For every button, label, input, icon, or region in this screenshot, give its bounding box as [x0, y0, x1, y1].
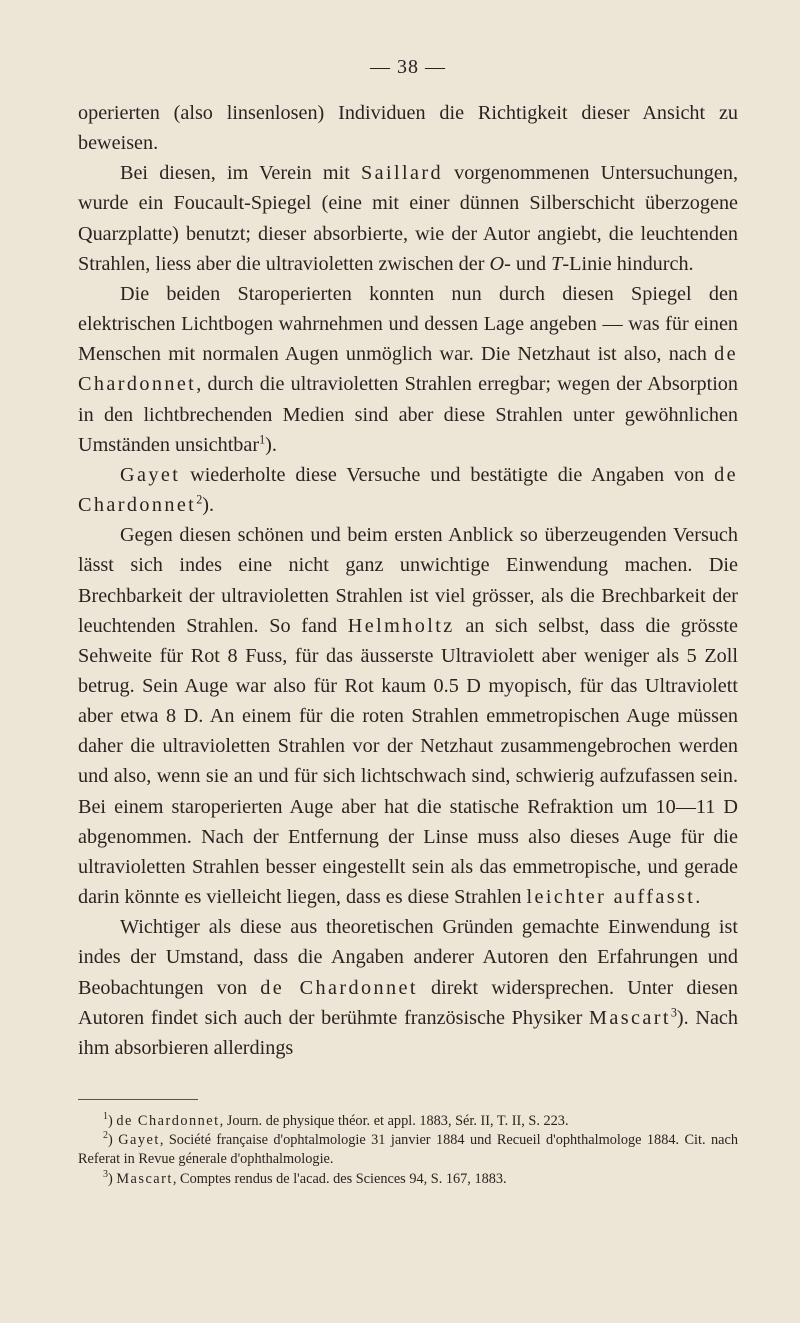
footnote-divider [78, 1099, 198, 1100]
footnote-marker: 2 [103, 1130, 108, 1142]
emphasis-text: leichter auffasst [526, 886, 696, 909]
body-text [78, 98, 738, 1063]
footnote-author: Mascart [116, 1170, 173, 1187]
author-name-chardonnet: de Chardonnet [260, 976, 418, 999]
line-letter-t: T [551, 252, 563, 275]
author-name-chardonnet: de Chardonnet [78, 463, 738, 517]
footnote-ref-2[interactable]: 2 [196, 492, 203, 507]
page-number: — 38 — [370, 56, 446, 78]
footnote-marker: 3 [103, 1168, 108, 1180]
paragraph-3: Die beiden Staroperierten konnten nun durch diesen Spiegel den elektrischen Lichtbogen wahrnehmen und dessen Lage angeben — was für einen Menschen mit normalen Augen unmöglich war. Die Netzhaut ist also, nach de Chardonnet, durch die ultravioletten Strahlen erregbar; wegen der Absorption in den lichtbrechenden Medien sind aber diese Strahlen unter gewöhnlichen Umständen unsichtbar$^1$). [78, 282, 738, 456]
book-page [78, 54, 738, 1189]
line-letter-o: O [489, 252, 505, 275]
paragraph-5: Gegen diesen schönen und beim ersten Anblick so überzeugenden Versuch lässt sich indes eine nicht ganz unwichtige Einwendung machen. Die Brechbarkeit der ultravioletten Strahlen ist viel grösser, als die Brechbarkeit der leuchtenden Strahlen. So fand Helmholtz an sich selbst, dass die grösste Sehweite für Rot 8 Fuss, für das äusserste Ultraviolett aber weniger als 5 Zoll betrug. Sein Auge war also für Rot kaum 0.5 D myopisch, für das Ultraviolett aber etwa 8 D. An einem für die roten Strahlen emmetropischen Auge müssen daher die ultravioletten Strahlen vor der Netzhaut zusammengebrochen werden und also, wenn sie an und für sich lichtschwach sind, schwierig aufzufassen sein. Bei einem staroperierten Auge aber hat die statische Refraktion um 10—11 D abgenommen. Nach der Entfernung der Linse muss also dieses Auge für die ultravioletten Strahlen besser eingestellt sein als das emmetropische, und gerade darin könnte es vielleicht liegen, dass es diese Strahlen leichter auffasst. [78, 524, 738, 909]
footnote-marker: 1 [103, 1111, 108, 1123]
paragraph-1: operierten (also linsenlosen) Individuen die Richtigkeit dieser Ansicht zu beweisen. [78, 102, 738, 155]
footnotes [78, 1112, 738, 1189]
footnote-ref-1[interactable]: 1 [259, 431, 266, 446]
paragraph-2: Bei diesen, im Verein mit Saillard vorgenommenen Untersuchungen, wurde ein Foucault-Spiegel (eine mit einer dünnen Silberschicht überzogene Quarzplatte) benutzt; dieser absorbierte, wie der Autor angiebt, die leuchtenden Strahlen, liess aber die ultravioletten zwischen der O- und T-Linie hindurch. [78, 162, 738, 275]
author-name-saillard: Saillard [361, 162, 444, 185]
paragraph-6: Wichtiger als diese aus theoretischen Gründen gemachte Einwendung ist indes der Umstand, dass die Angaben anderer Autoren den Erfahrungen und Beobachtungen von de Chardonnet direkt widersprechen. Unter diesen Autoren findet sich auch der berühmte französische Physiker Mascart$^3$). Nach ihm absorbieren allerdings [78, 916, 738, 1059]
footnote-author: Gayet [118, 1132, 160, 1149]
author-name-mascart: Mascart [589, 1006, 671, 1029]
footnote-3: $^3$) Mascart, Comptes rendus de l'acad. des Sciences 94, S. 167, 1883. [103, 1168, 507, 1187]
footnote-ref-3[interactable]: 3 [670, 1004, 677, 1019]
footnote-2: $^2$) Gayet, Société française d'ophtalmologie 31 janvier 1884 und Recueil d'ophthalmologe 1884. Cit. nach Referat in Revue génerale d'ophthalmologie. [78, 1130, 738, 1168]
author-name-helmholtz: Helmholtz [347, 614, 455, 637]
author-name-gayet: Gayet [120, 463, 181, 486]
paragraph-4: Gayet wiederholte diese Versuche und bestätigte die Angaben von de Chardonnet$^2$). [78, 463, 738, 517]
footnote-1: $^1$) de Chardonnet, Journ. de physique théor. et appl. 1883, Sér. II, T. II, S. 223. [103, 1111, 569, 1129]
author-name-chardonnet: de Chardonnet [78, 343, 738, 396]
footnote-author: de Chardonnet [116, 1113, 220, 1129]
